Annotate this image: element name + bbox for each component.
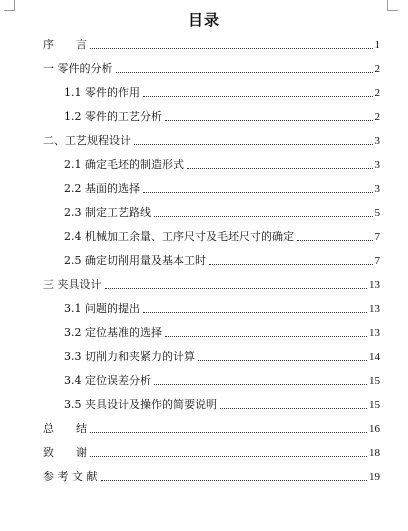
toc-entry-page: 13 bbox=[369, 327, 380, 339]
dot-leader bbox=[116, 72, 373, 73]
toc-entry-label: 一 零件的分析 bbox=[43, 62, 113, 75]
toc-entry-label: 3.2 定位基准的选择 bbox=[64, 326, 162, 339]
toc-entry-label: 2.3 制定工艺路线 bbox=[64, 206, 151, 219]
dot-leader bbox=[134, 144, 373, 145]
toc-entry[interactable] bbox=[64, 322, 380, 340]
toc-entry-page: 7 bbox=[374, 231, 380, 243]
toc-entry[interactable] bbox=[43, 418, 380, 436]
toc-entry[interactable] bbox=[43, 442, 380, 460]
toc-entry-label: 参 考 文 献 bbox=[43, 470, 98, 483]
toc-entry-label: 2.2 基面的选择 bbox=[64, 182, 140, 195]
dot-leader bbox=[209, 264, 373, 265]
toc-entry[interactable] bbox=[64, 298, 380, 316]
toc-entry[interactable] bbox=[43, 130, 380, 148]
dot-leader bbox=[143, 192, 373, 193]
toc-entry-label: 致 谢 bbox=[43, 446, 87, 459]
toc-entry-page: 15 bbox=[369, 399, 380, 411]
toc-entry-label: 3.5 夹具设计及操作的简要说明 bbox=[64, 398, 217, 411]
toc-entry-label: 总 结 bbox=[43, 422, 87, 435]
toc-entry-label: 3.1 问题的提出 bbox=[64, 302, 140, 315]
toc-entry-label: 2.4 机械加工余量、工序尺寸及毛坯尺寸的确定 bbox=[64, 230, 294, 243]
toc-entry-label: 三 夹具设计 bbox=[43, 278, 102, 291]
toc-entry-label: 二、工艺规程设计 bbox=[43, 134, 131, 147]
toc-entry-label: 3.4 定位误差分析 bbox=[64, 374, 151, 387]
toc-entry[interactable] bbox=[43, 274, 380, 292]
toc-entry-page: 3 bbox=[374, 135, 380, 147]
toc-entry-label: 序 言 bbox=[43, 38, 87, 51]
dot-leader bbox=[165, 120, 373, 121]
dot-leader bbox=[143, 96, 373, 97]
dot-leader bbox=[90, 48, 373, 49]
toc-entry-page: 3 bbox=[374, 159, 380, 171]
dot-leader bbox=[90, 432, 367, 433]
toc-entry-label: 2.5 确定切削用量及基本工时 bbox=[64, 254, 206, 267]
dot-leader bbox=[90, 456, 367, 457]
toc-entry[interactable] bbox=[43, 58, 380, 76]
toc-entry-page: 3 bbox=[374, 183, 380, 195]
dot-leader bbox=[220, 408, 367, 409]
toc-entry[interactable] bbox=[64, 394, 380, 412]
toc-entry-page: 2 bbox=[374, 111, 380, 123]
toc-entry[interactable] bbox=[64, 226, 380, 244]
toc-entry[interactable] bbox=[64, 82, 380, 100]
toc-entry-label: 1.1 零件的作用 bbox=[64, 86, 140, 99]
toc-entry-page: 16 bbox=[369, 423, 380, 435]
toc-entry[interactable] bbox=[64, 106, 380, 124]
toc-entry-page: 7 bbox=[374, 255, 380, 267]
toc-entry[interactable] bbox=[64, 346, 380, 364]
toc-entry-page: 19 bbox=[369, 471, 380, 483]
toc-entry[interactable] bbox=[64, 250, 380, 268]
toc-entry-page: 13 bbox=[369, 279, 380, 291]
toc-entry-page: 15 bbox=[369, 375, 380, 387]
dot-leader bbox=[187, 168, 373, 169]
toc-entry-page: 5 bbox=[374, 207, 380, 219]
toc-entry-label: 1.2 零件的工艺分析 bbox=[64, 110, 162, 123]
dot-leader bbox=[198, 360, 367, 361]
toc-entry-page: 2 bbox=[374, 87, 380, 99]
toc-title: 目录 bbox=[187, 11, 220, 29]
toc-entry[interactable] bbox=[64, 370, 380, 388]
toc-entry-page: 13 bbox=[369, 303, 380, 315]
toc-entry[interactable] bbox=[64, 154, 380, 172]
dot-leader bbox=[105, 288, 368, 289]
toc-entry-label: 3.3 切削力和夹紧力的计算 bbox=[64, 350, 195, 363]
toc-entry[interactable] bbox=[43, 34, 380, 52]
dot-leader bbox=[143, 312, 367, 313]
toc-entry-page: 1 bbox=[374, 39, 380, 51]
dot-leader bbox=[297, 240, 373, 241]
dot-leader bbox=[165, 336, 367, 337]
dot-leader bbox=[154, 216, 373, 217]
dot-leader bbox=[101, 480, 368, 481]
toc-entry[interactable] bbox=[43, 466, 380, 484]
toc-entry-page: 2 bbox=[374, 63, 380, 75]
toc-entry[interactable] bbox=[64, 178, 380, 196]
toc-entry-label: 2.1 确定毛坯的制造形式 bbox=[64, 158, 184, 171]
toc-entry[interactable] bbox=[64, 202, 380, 220]
dot-leader bbox=[154, 384, 367, 385]
toc-entry-page: 14 bbox=[369, 351, 380, 363]
toc-entry-page: 18 bbox=[369, 447, 380, 459]
